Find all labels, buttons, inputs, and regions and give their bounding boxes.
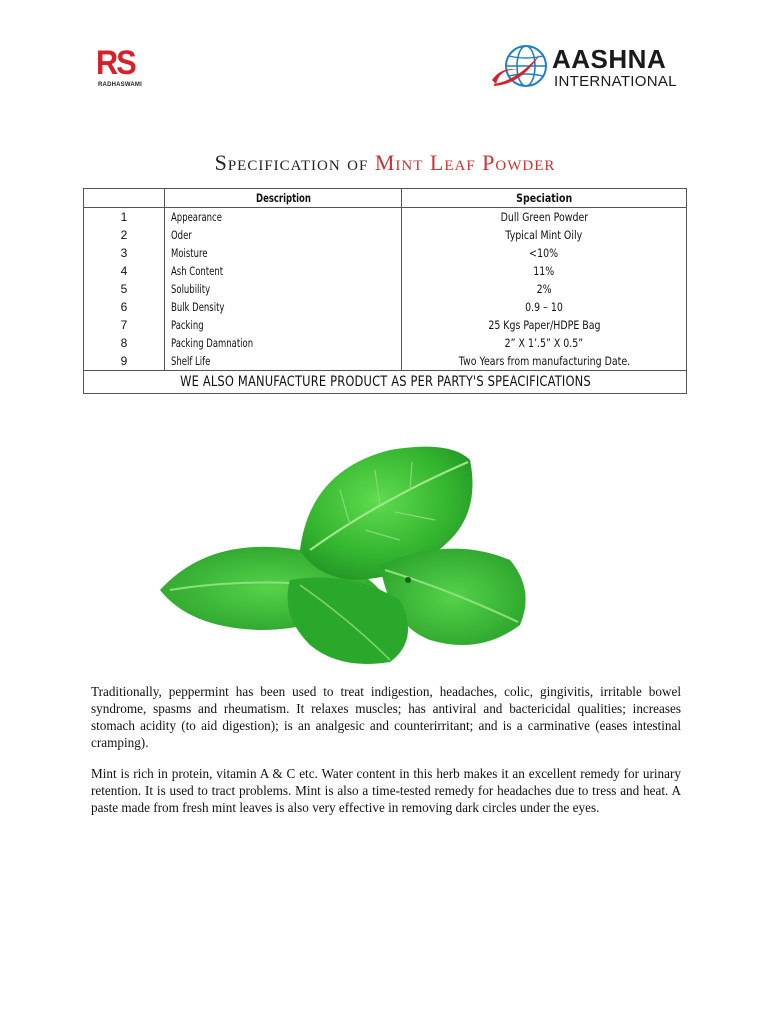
row-number: 5 (84, 280, 165, 298)
table-row (84, 226, 687, 244)
rs-logo-mark: RS (96, 44, 135, 82)
row-value (402, 316, 687, 334)
table-row (84, 208, 687, 227)
title-prefix: Specification of (214, 150, 375, 175)
row-value-text: 2” X 1’.5” X 0.5” (504, 336, 584, 350)
header-specification (402, 189, 687, 208)
title-product: Mint Leaf Powder (374, 150, 556, 175)
row-description-text: Ash Content (171, 264, 224, 278)
row-description (165, 298, 402, 316)
row-value (402, 352, 687, 371)
paragraph-mint-benefits: Mint is rich in protein, vitamin A & C etc. Water content in this herb makes it an excellent remedy for urinary retention. It is used to tract problems. Mint is also a time-tested remedy for headaches due to tress and heat. A paste made from fresh mint leaves is also very effective in removing dark circles under the eyes. (91, 766, 681, 815)
row-description-text: Packing Damnation (171, 336, 254, 350)
mint-leaves-image (150, 440, 540, 670)
row-value (402, 334, 687, 352)
header-description (165, 189, 402, 208)
row-number: 3 (84, 244, 165, 262)
header-description-label: Description (255, 191, 311, 205)
rs-logo-subtitle: RADHASWAMI (98, 82, 142, 88)
row-value-text: 2% (536, 282, 552, 296)
table-row (84, 298, 687, 316)
row-value (402, 280, 687, 298)
table-body (84, 208, 687, 371)
row-description-text: Shelf Life (171, 354, 211, 368)
row-description (165, 280, 402, 298)
aashna-logo-name: AASHNA (552, 44, 667, 74)
row-value-text: <10% (529, 246, 559, 260)
row-description (165, 244, 402, 262)
table-footer-row (84, 371, 687, 394)
aashna-logo-subtitle: INTERNATIONAL (554, 73, 677, 90)
row-value-text: Typical Mint Oily (505, 228, 583, 242)
row-value (402, 226, 687, 244)
paragraph-peppermint-uses: Traditionally, peppermint has been used to treat indigestion, headaches, colic, gingivitis, irritable bowel syndrome, spasms and rheumatism. It relaxes muscles; has antiviral and bactericidal qualities; increases stomach acidity (to aid digestion); is an analgesic and counterirritant; and is a carminative (eases intestinal cramping). (91, 684, 681, 750)
row-number: 2 (84, 226, 165, 244)
row-description (165, 262, 402, 280)
row-description (165, 208, 402, 227)
specification-table (83, 188, 687, 394)
row-value-text: Dull Green Powder (500, 210, 588, 224)
row-description-text: Appearance (171, 210, 222, 224)
header-specification-label: Speciation (515, 191, 573, 205)
row-value-text: Two Years from manufacturing Date. (458, 354, 630, 368)
row-value (402, 298, 687, 316)
row-number: 7 (84, 316, 165, 334)
row-number: 8 (84, 334, 165, 352)
row-value-text: 0.9 – 10 (525, 300, 563, 314)
row-description-text: Oder (171, 228, 192, 242)
row-value (402, 208, 687, 227)
row-description-text: Solubility (171, 282, 211, 296)
row-description-text: Packing (171, 318, 204, 332)
table-row (84, 352, 687, 371)
row-value-text: 11% (533, 264, 555, 278)
table-row (84, 244, 687, 262)
row-value (402, 262, 687, 280)
page-title (0, 150, 770, 176)
row-value (402, 244, 687, 262)
table-row (84, 316, 687, 334)
row-description-text: Moisture (171, 246, 208, 260)
row-number: 4 (84, 262, 165, 280)
row-description-text: Bulk Density (171, 300, 225, 314)
row-description (165, 226, 402, 244)
row-number: 1 (84, 208, 165, 227)
aashna-logo (488, 40, 688, 94)
row-number: 6 (84, 298, 165, 316)
table-header-row (84, 189, 687, 208)
header-number (84, 189, 165, 208)
globe-swoosh-icon (488, 40, 552, 94)
row-value-text: 25 Kgs Paper/HDPE Bag (487, 318, 601, 332)
table-row (84, 280, 687, 298)
row-description (165, 352, 402, 371)
radhaswami-logo (96, 44, 146, 94)
table-footer-text: WE ALSO MANUFACTURE PRODUCT AS PER PARTY'S SPEACIFICATIONS (179, 374, 591, 390)
row-number: 9 (84, 352, 165, 371)
table-row (84, 262, 687, 280)
table-footer-note (84, 371, 687, 394)
row-description (165, 316, 402, 334)
row-description (165, 334, 402, 352)
table-row (84, 334, 687, 352)
